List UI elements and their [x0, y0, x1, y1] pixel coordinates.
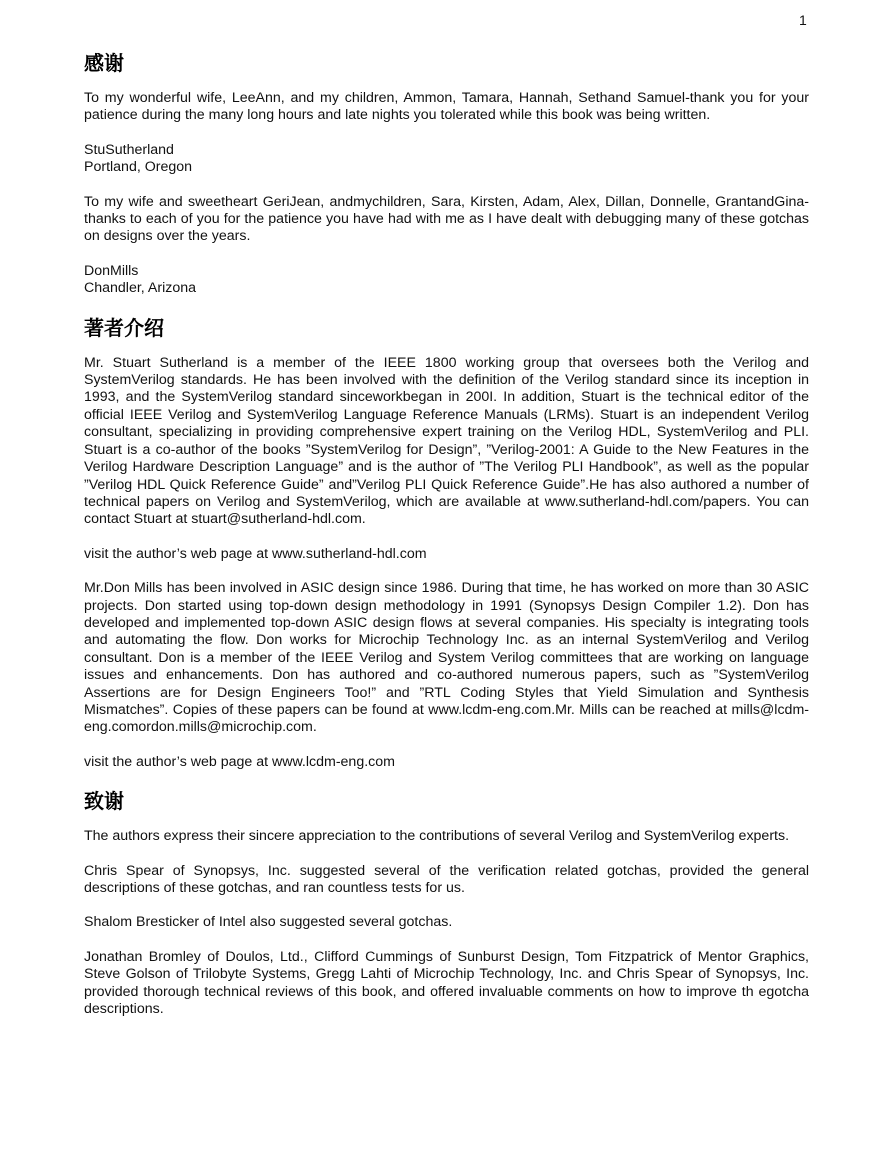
web-page-don: visit the author’s web page at www.lcdm-eng.com: [84, 753, 395, 770]
bio-don: Mr.Don Mills has been involved in ASIC design since 1986. During that time, he has worked on more than 30 ASIC projects. Don started using top-down design methodology in 1991 (Synopsys Design Compiler 1.2). Don has developed and implemented top-down ASIC design flows at several companies. His specialty is integrating tools and automating the flow. Don works for Microchip Technology Inc. as an internal SystemVerilog and Verilog consultant. Don is a member of the IEEE Verilog and System Verilog committees that are working on language issues and enhancements. Don has authored and co-authored numerous papers, such as ”SystemVerilog Assertions are for Design Engineers Too!” and ”RTL Coding Styles that Yield Simulation and Synthesis Mismatches”. Copies of these papers can be found at www.lcdm-eng.com.Mr. Mills can be reached at mills@lcdm-eng.comordon.mills@microchip.com.: [84, 580, 809, 736]
thanks-paragraph: Chris Spear of Synopsys, Inc. suggested several of the verification related gotchas, provided the general descriptions of these gotchas, and ran countless tests for us.: [84, 862, 809, 896]
section-heading-acknowledgements: 感谢: [84, 51, 124, 75]
section-heading-about-authors: 著者介绍: [84, 315, 164, 340]
signature-name: StuSutherland: [84, 141, 174, 158]
bio-stuart: Mr. Stuart Sutherland is a member of the IEEE 1800 working group that oversees both the Verilog and SystemVerilog standards. He has been involved with the definition of the Verilog standard since its inception in 1993, and the SystemVerilog standard sinceworkbegan in 200I. In addition, Stuart is the technical editor of the official IEEE Verilog and SystemVerilog Language Reference Manuals (LRMs). Stuart is an independent Verilog consultant, specializing in providing comprehensive expert training on the Verilog HDL, SystemVerilog and PLI. Stuart is a co-author of the books ”SystemVerilog for Design”, ”Verilog-2001: A Guide to the New Features in the Verilog Hardware Description Language” and is the author of ”The Verilog PLI Handbook”, as well as the popular ”Verilog HDL Quick Reference Guide” and”Verilog PLI Quick Reference Guide”.He has also authored a number of technical papers on Verilog and SystemVerilog, which are available at www.sutherland-hdl.com/papers. You can contact Stuart at stuart@sutherland-hdl.com.: [84, 354, 809, 528]
web-page-stuart: visit the author’s web page at www.sutherland-hdl.com: [84, 545, 427, 562]
thanks-paragraph: The authors express their sincere appreciation to the contributions of several Verilog and SystemVerilog experts.: [84, 828, 790, 845]
acknowledgements-section: [84, 50, 809, 298]
signature-stuart: [84, 142, 809, 177]
about-authors-section: [84, 315, 809, 772]
page-content: [84, 50, 809, 1035]
signature-place: Portland, Oregon: [84, 159, 193, 176]
signature-name: DonMills: [84, 262, 139, 279]
thanks-section: [84, 788, 809, 1018]
signature-place: Chandler, Arizona: [84, 280, 196, 297]
thanks-paragraph: Shalom Bresticker of Intel also suggested several gotchas.: [84, 914, 453, 931]
signature-don: [84, 263, 809, 298]
page-number: 1: [799, 12, 807, 28]
dedication-don: To my wife and sweetheart GeriJean, andmychildren, Sara, Kirsten, Adam, Alex, Dillan, Donnelle, GrantandGina-thanks to each of you for the patience you have had with me as I have dealt with debugging many of these gotchas on designs over the years.: [84, 193, 809, 245]
thanks-paragraph: Jonathan Bromley of Doulos, Ltd., Clifford Cummings of Sunburst Design, Tom Fitzpatrick of Mentor Graphics, Steve Golson of Trilobyte Systems, Gregg Lahti of Microchip Technology, Inc. and Chris Spear of Synopsys, Inc. provided thorough technical reviews of this book, and offered invaluable comments on how to improve th egotcha descriptions.: [84, 948, 809, 1018]
dedication-stuart: To my wonderful wife, LeeAnn, and my children, Ammon, Tamara, Hannah, Sethand Samuel-thank you for your patience during the many long hours and late nights you tolerated while this book was being written.: [84, 90, 809, 124]
section-heading-thanks: 致谢: [84, 789, 124, 814]
